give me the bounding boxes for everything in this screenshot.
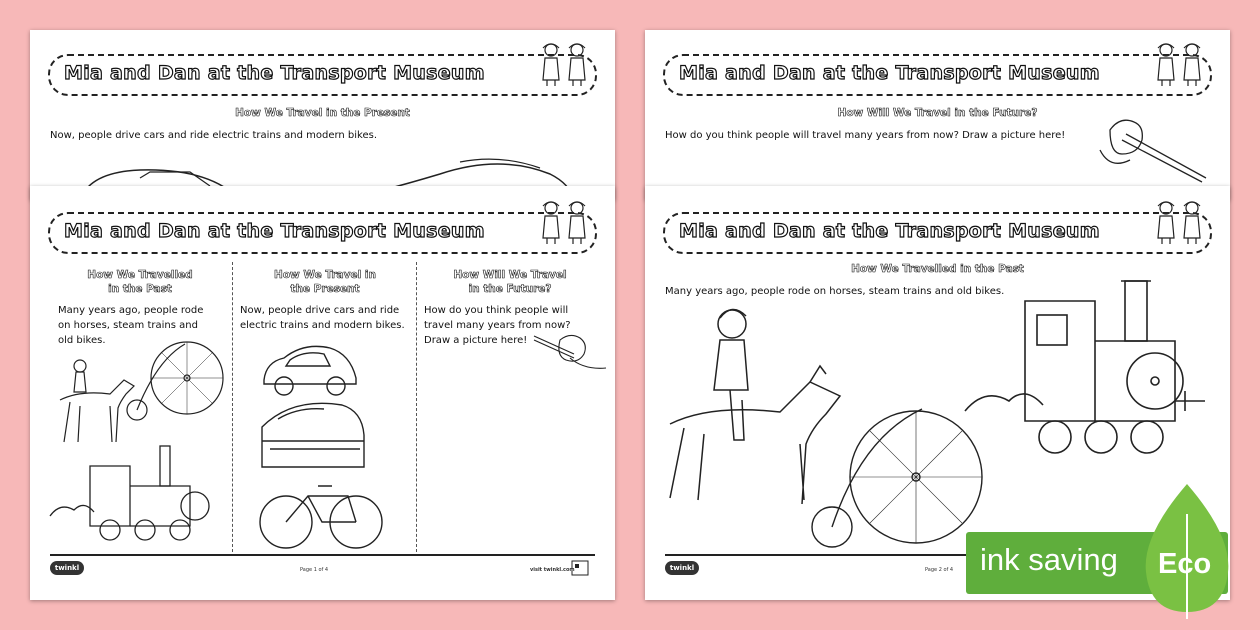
present-subtitle: How We Travel in the Present	[235, 107, 410, 119]
present-heading	[235, 268, 415, 296]
worksheet-present	[30, 30, 615, 200]
present-text: Now, people drive cars and ride electric trains and modern bikes.	[50, 130, 378, 141]
electric-train-illustration	[258, 401, 368, 471]
penny-farthing-illustration	[125, 334, 225, 424]
mia-and-dan-illustration	[535, 196, 593, 246]
ink-saving-label: ink saving	[980, 542, 1118, 577]
future-heading-line-2: in the Future?	[468, 283, 552, 295]
future-subtitle: How Will We Travel in the Future?	[837, 107, 1038, 119]
twinkl-logo: twinkl	[50, 561, 84, 575]
mia-and-dan-illustration	[1150, 38, 1208, 88]
title-banner	[48, 54, 597, 96]
modern-car-illustration	[260, 336, 360, 396]
modern-bike-illustration	[258, 482, 384, 552]
present-column-text: Now, people drive cars and ride electric trains and modern bikes.	[240, 305, 405, 331]
past-text: Many years ago, people rode on horses, steam trains and old bikes.	[665, 286, 1005, 297]
penny-farthing-illustration	[810, 401, 980, 551]
steam-train-illustration	[50, 426, 230, 546]
column-divider	[416, 262, 417, 552]
mia-and-dan-illustration	[1150, 196, 1208, 246]
future-column-text: How do you think people will travel many years from now? Draw a picture here!	[424, 305, 571, 346]
hand-drawing-icon	[530, 332, 610, 382]
website-label: visit twinkl.com	[530, 567, 575, 573]
past-heading-line-1: How We Travelled	[87, 269, 193, 281]
hand-drawing-icon	[1100, 110, 1210, 190]
page-number: Page 2 of 4	[925, 567, 954, 573]
past-subtitle: How We Travelled in the Past	[851, 263, 1024, 275]
eco-label: Eco	[1158, 548, 1212, 580]
title-banner	[48, 212, 597, 254]
present-heading-line-2: the Present	[290, 283, 360, 295]
mia-and-dan-illustration	[535, 38, 593, 88]
worksheet-title: Mia and Dan at the Transport Museum	[64, 220, 485, 242]
worksheet-title: Mia and Dan at the Transport Museum	[64, 62, 485, 84]
steam-train-illustration	[965, 271, 1215, 471]
past-text: Many years ago, people rode on horses, steam trains and old bikes.	[58, 305, 204, 346]
column-divider	[232, 262, 233, 552]
worksheet-future	[645, 30, 1230, 200]
title-banner	[663, 54, 1212, 96]
qr-badge-icon	[571, 560, 589, 576]
past-heading-line-2: in the Past	[108, 283, 172, 295]
twinkl-logo: twinkl	[665, 561, 699, 575]
past-heading	[50, 268, 230, 296]
future-heading	[420, 268, 600, 296]
worksheet-title: Mia and Dan at the Transport Museum	[679, 220, 1100, 242]
present-heading-line-1: How We Travel in	[274, 269, 376, 281]
worksheet-page-1	[30, 186, 615, 600]
page-number: Page 1 of 4	[300, 567, 329, 573]
future-text: How do you think people will travel many years from now? Draw a picture here!	[665, 130, 1066, 141]
title-banner	[663, 212, 1212, 254]
worksheet-title: Mia and Dan at the Transport Museum	[679, 62, 1100, 84]
future-heading-line-1: How Will We Travel	[453, 269, 567, 281]
footer-rule	[50, 554, 595, 556]
